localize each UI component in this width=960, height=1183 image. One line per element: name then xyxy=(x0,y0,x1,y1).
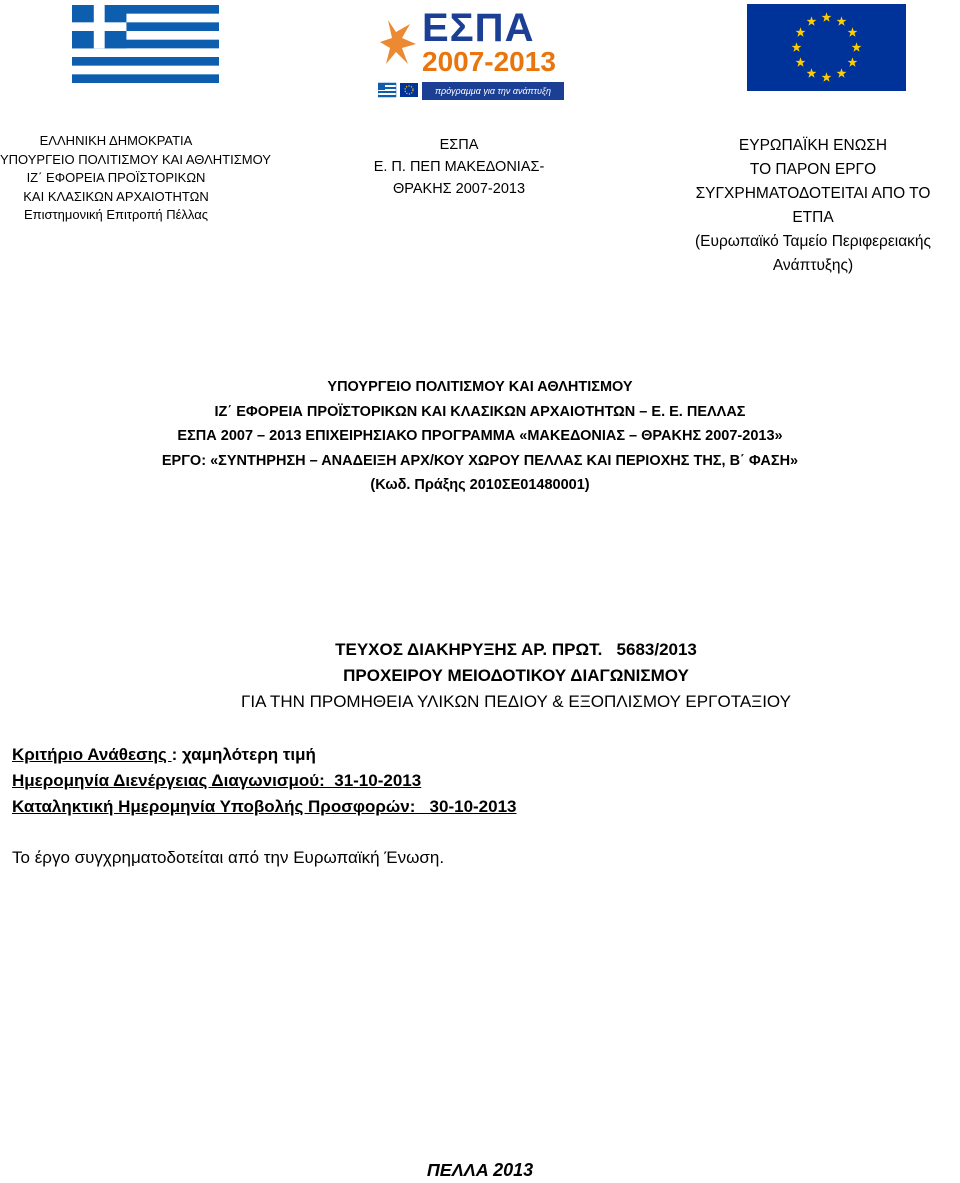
header-middle-line: Ε. Π. ΠΕΠ ΜΑΚΕΔΟΝΙΑΣ- xyxy=(373,159,545,175)
espa-logo-years: 2007-2013 xyxy=(422,46,556,77)
project-line: ΥΠΟΥΡΓΕΙΟ ΠΟΛΙΤΙΣΜΟΥ ΚΑΙ ΑΘΛΗΤΙΣΜΟΥ xyxy=(327,379,633,395)
header-right-line: ΤΟ ΠΑΡΟΝ ΕΡΓΟ xyxy=(749,161,877,178)
tender-number: ΤΕΥΧΟΣ ΔΙΑΚΗΡΥΞΗΣ ΑΡ. ΠΡΩΤ. 5683/2013 xyxy=(335,640,697,659)
mini-flags-icon xyxy=(378,82,418,100)
eu-flag-icon xyxy=(747,4,906,91)
award-criterion xyxy=(12,742,912,768)
header-middle-column xyxy=(363,134,555,200)
tender-type: ΠΡΟΧΕΙΡΟΥ ΜΕΙΟΔΟΤΙΚΟΥ ΔΙΑΓΩΝΙΣΜΟΥ xyxy=(343,666,689,685)
espa-logo-title: ΕΣΠΑ xyxy=(422,6,535,50)
footer-place-year: ΠΕΛΛΑ 2013 xyxy=(426,1160,534,1180)
project-info xyxy=(40,375,920,498)
header-left-line: ΚΑΙ ΚΛΑΣΙΚΩΝ ΑΡΧΑΙΟΤΗΤΩΝ xyxy=(23,188,209,204)
header-right-column xyxy=(666,134,960,278)
header-left-line: ΙΖ΄ ΕΦΟΡΕΙΑ ΠΡΟΪΣΤΟΡΙΚΩΝ xyxy=(26,170,206,186)
header-left-line: ΕΛΛΗΝΙΚΗ ΔΗΜΟΚΡΑΤΙΑ xyxy=(39,133,193,148)
project-line: ΕΣΠΑ 2007 – 2013 ΕΠΙΧΕΙΡΗΣΙΑΚΟ ΠΡΟΓΡΑΜΜΑ «ΜΑΚΕΔΟΝΙΑΣ – ΘΡΑΚΗΣ 2007-2013» xyxy=(177,428,783,444)
award-criterion-value: : χαμηλότερη τιμή xyxy=(171,745,316,764)
header-middle-line: ΘΡΑΚΗΣ 2007-2013 xyxy=(392,181,526,197)
project-line: (Κωδ. Πράξης 2010ΣΕ01480001) xyxy=(370,477,590,493)
project-line: ΕΡΓΟ: «ΣΥΝΤΗΡΗΣΗ – ΑΝΑΔΕΙΞΗ ΑΡΧ/ΚΟΥ ΧΩΡΟΥ ΠΕΛΛΑΣ ΚΑΙ ΠΕΡΙΟΧΗΣ ΤΗΣ, Β΄ ΦΑΣΗ» xyxy=(161,452,799,469)
header-right-line: (Ευρωπαϊκό Ταμείο Περιφερειακής xyxy=(695,233,931,250)
tender-subject: ΓΙΑ ΤΗΝ ΠΡΟΜΗΘΕΙΑ ΥΛΙΚΩΝ ΠΕΔΙΟΥ & ΕΞΟΠΛΙΣΜΟΥ ΕΡΓΟΤΑΞΙΟΥ xyxy=(241,692,791,711)
project-line: ΙΖ΄ ΕΦΟΡΕΙΑ ΠΡΟΪΣΤΟΡΙΚΩΝ ΚΑΙ ΚΛΑΣΙΚΩΝ ΑΡΧΑΙΟΤΗΤΩΝ – Ε. Ε. ΠΕΛΛΑΣ xyxy=(214,403,746,420)
espa-logo-tagline: πρόγραμμα για την ανάπτυξη xyxy=(422,82,564,100)
header-right-line: ΕΥΡΩΠΑΪΚΗ ΕΝΩΣΗ xyxy=(738,137,888,154)
header-right-line: ΕΤΠΑ xyxy=(792,209,834,226)
tender-title xyxy=(100,637,932,715)
greek-flag-icon xyxy=(72,5,219,83)
espa-star-icon xyxy=(378,12,420,76)
header-left-line: Επιστημονική Επιτροπή Πέλλας xyxy=(23,207,209,223)
cofunding-statement: Το έργο συγχρηματοδοτείται από την Ευρωπαϊκή Ένωση. xyxy=(12,848,445,867)
header-right-line: ΣΥΓΧΡΗΜΑΤΟΔΟΤΕΙΤΑΙ ΑΠΟ ΤΟ xyxy=(695,185,931,202)
award-criterion-label: Κριτήριο Ανάθεσης xyxy=(12,745,172,764)
header-right-line: Ανάπτυξης) xyxy=(772,257,854,274)
header-middle-line: ΕΣΠΑ xyxy=(439,137,479,153)
conduct-date: Ημερομηνία Διενέργειας Διαγωνισμού: 31-10-2013 xyxy=(12,771,422,790)
espa-logo xyxy=(378,6,570,100)
submission-deadline: Καταληκτική Ημερομηνία Υποβολής Προσφορών: 30-10-2013 xyxy=(12,797,517,816)
header-left-column xyxy=(0,132,271,225)
tender-criteria xyxy=(12,742,912,820)
header-left-line: ΥΠΟΥΡΓΕΙΟ ΠΟΛΙΤΙΣΜΟΥ ΚΑΙ ΑΘΛΗΤΙΣΜΟΥ xyxy=(0,151,271,167)
